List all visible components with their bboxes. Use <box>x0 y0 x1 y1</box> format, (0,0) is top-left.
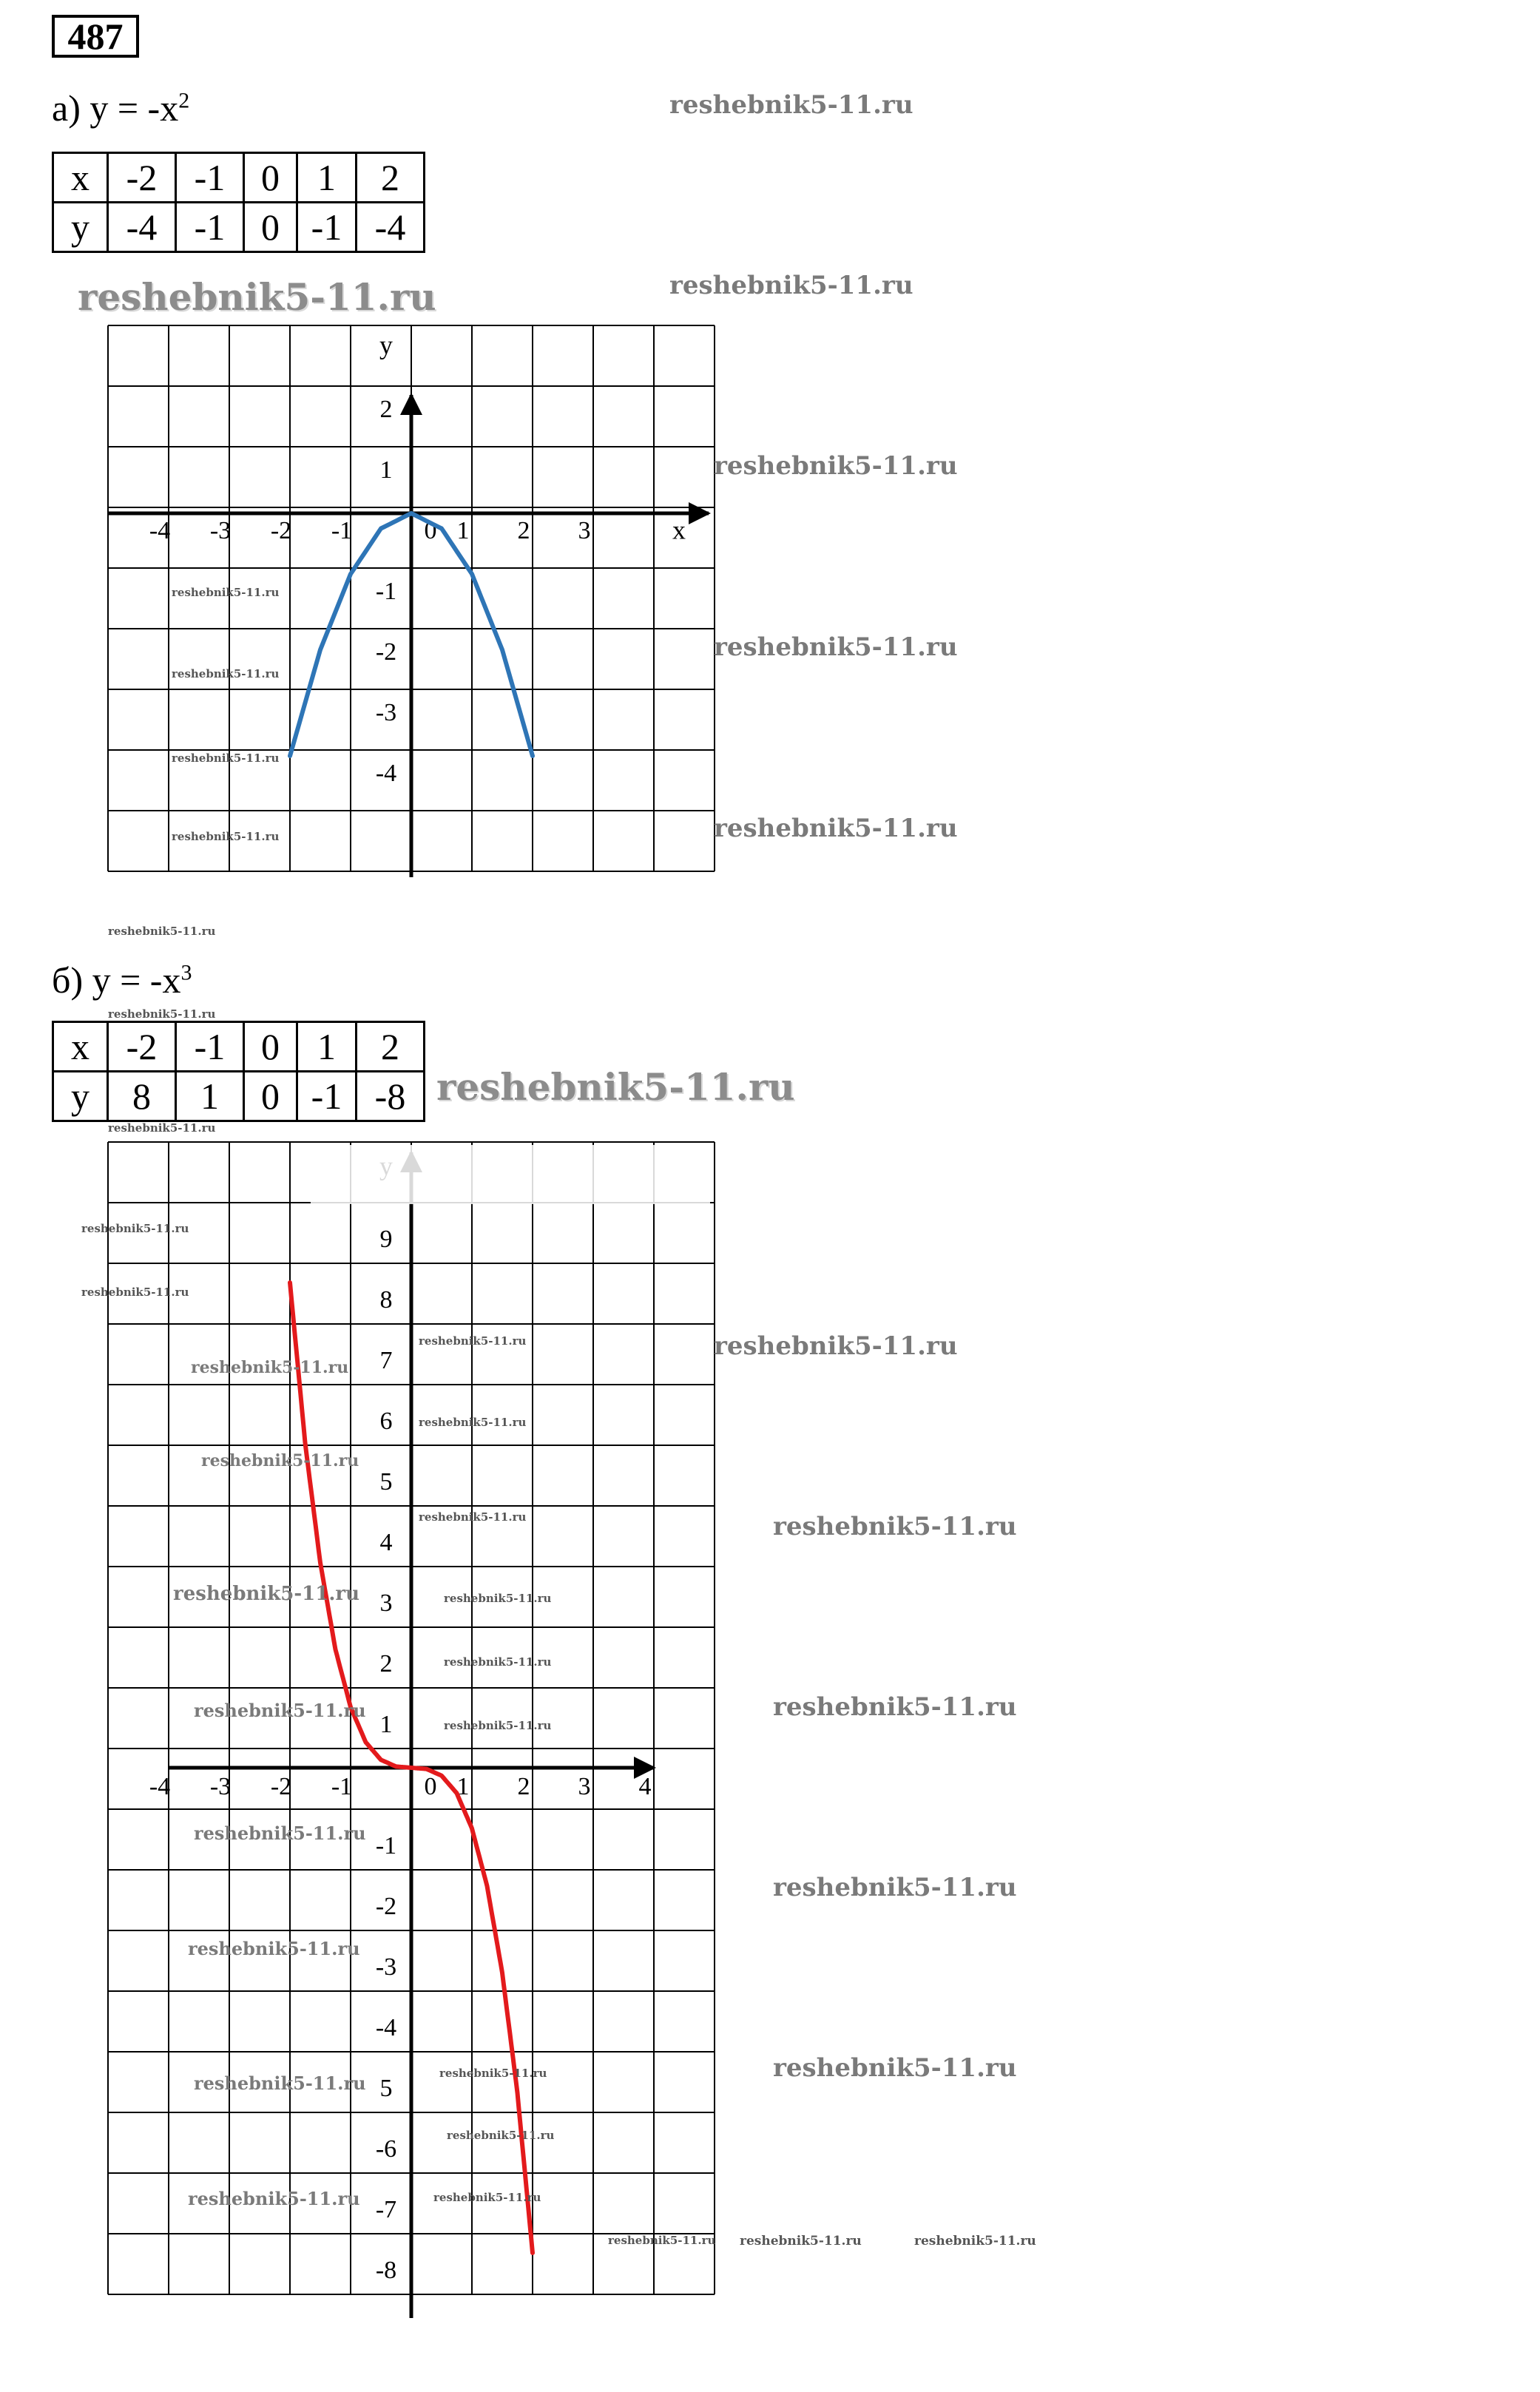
y-axis-label: y <box>379 330 393 360</box>
watermark: reshebnik5-11.ru <box>108 1121 216 1135</box>
watermark: reshebnik5-11.ru <box>444 1719 552 1732</box>
watermark: reshebnik5-11.ru <box>194 1700 366 1721</box>
x-cell: 1 <box>297 1022 357 1072</box>
watermark: reshebnik5-11.ru <box>740 2234 862 2249</box>
y-cell: -1 <box>297 1072 357 1121</box>
watermark: reshebnik5-11.ru <box>444 1592 552 1605</box>
watermark: reshebnik5-11.ru <box>194 2072 366 2094</box>
x-tick-label: 1 <box>456 516 470 544</box>
watermark: reshebnik5-11.ru <box>436 1065 795 1109</box>
watermark: reshebnik5-11.ru <box>108 925 216 938</box>
watermark: reshebnik5-11.ru <box>773 1512 1017 1541</box>
y-tick-label: 5 <box>379 2074 393 2102</box>
watermark: reshebnik5-11.ru <box>191 1358 349 1377</box>
x-cell: 2 <box>357 153 425 203</box>
watermark: reshebnik5-11.ru <box>194 1822 366 1844</box>
watermark: reshebnik5-11.ru <box>714 814 958 843</box>
x-cell: -2 <box>108 1022 176 1072</box>
x-tick-label: 3 <box>578 1772 591 1800</box>
y-cell: 1 <box>176 1072 244 1121</box>
watermark: reshebnik5-11.ru <box>773 2053 1017 2083</box>
watermark: reshebnik5-11.ru <box>173 1583 360 1605</box>
x-tick-label: -1 <box>331 1772 353 1800</box>
x-cell: -1 <box>176 153 244 203</box>
y-tick-label: -2 <box>375 1892 397 1920</box>
y-tick-label: -7 <box>375 2195 397 2223</box>
watermark: reshebnik5-11.ru <box>914 2234 1036 2249</box>
watermark: reshebnik5-11.ru <box>172 751 280 765</box>
x-tick-label: -2 <box>270 516 292 544</box>
x-tick-label: 2 <box>517 1772 530 1800</box>
y-header-cell: y <box>53 203 108 252</box>
y-tick-label: 8 <box>379 1285 393 1314</box>
x-cell: 0 <box>244 1022 297 1072</box>
y-tick-label: 3 <box>379 1589 393 1617</box>
cubic-chart <box>108 1142 715 2318</box>
x-header-cell: x <box>53 1022 108 1072</box>
y-tick-label: 4 <box>379 1528 393 1556</box>
x-tick-label: -3 <box>209 1772 232 1800</box>
y-tick-label: -4 <box>375 2013 397 2041</box>
x-tick-label: 0 <box>424 516 437 544</box>
y-tick-label: -3 <box>375 1953 397 1981</box>
y-cell: -1 <box>176 203 244 252</box>
watermark: reshebnik5-11.ru <box>81 1222 189 1235</box>
overlay-patch <box>311 1145 710 1204</box>
x-tick-label: 3 <box>578 516 591 544</box>
watermark: reshebnik5-11.ru <box>439 2067 547 2080</box>
watermark: reshebnik5-11.ru <box>433 2191 541 2204</box>
y-cell: -4 <box>108 203 176 252</box>
x-cell: 1 <box>297 153 357 203</box>
y-tick-label: 1 <box>379 1710 393 1738</box>
watermark: reshebnik5-11.ru <box>714 451 958 481</box>
watermark: reshebnik5-11.ru <box>419 1334 527 1348</box>
watermark: reshebnik5-11.ru <box>188 1938 360 1959</box>
x-tick-label: 4 <box>638 1772 652 1800</box>
watermark: reshebnik5-11.ru <box>81 1285 189 1299</box>
y-tick-label: -6 <box>375 2135 397 2163</box>
part-b-exponent: 3 <box>180 960 192 985</box>
y-tick-label: -8 <box>375 2256 397 2284</box>
y-tick-label: 5 <box>379 1467 393 1496</box>
y-tick-label: -3 <box>375 698 397 726</box>
x-tick-label: -4 <box>149 1772 171 1800</box>
watermark: reshebnik5-11.ru <box>773 1692 1017 1722</box>
y-tick-label: 1 <box>379 456 393 484</box>
watermark: reshebnik5-11.ru <box>444 1655 552 1669</box>
watermark: reshebnik5-11.ru <box>669 271 913 300</box>
watermark: reshebnik5-11.ru <box>172 830 280 843</box>
watermark: reshebnik5-11.ru <box>447 2129 555 2142</box>
y-cell: -4 <box>357 203 425 252</box>
y-tick-label: 2 <box>379 1649 393 1678</box>
x-header-cell: x <box>53 153 108 203</box>
x-axis-label: x <box>672 515 686 545</box>
y-tick-label: -1 <box>375 577 397 605</box>
y-tick-label: -2 <box>375 638 397 666</box>
watermark: reshebnik5-11.ru <box>172 667 280 680</box>
watermark: reshebnik5-11.ru <box>773 1873 1017 1902</box>
watermark: reshebnik5-11.ru <box>419 1416 527 1429</box>
watermark: reshebnik5-11.ru <box>188 2188 360 2209</box>
x-tick-label: -2 <box>270 1772 292 1800</box>
watermark: reshebnik5-11.ru <box>714 1331 958 1361</box>
y-cell: -8 <box>357 1072 425 1121</box>
y-header-cell: y <box>53 1072 108 1121</box>
y-tick-label: 6 <box>379 1407 393 1435</box>
x-tick-label: 2 <box>517 516 530 544</box>
x-tick-label: -4 <box>149 516 171 544</box>
watermark: reshebnik5-11.ru <box>108 1007 216 1021</box>
parabola-chart <box>108 325 715 877</box>
x-cell: 0 <box>244 153 297 203</box>
x-cell: 2 <box>357 1022 425 1072</box>
watermark: reshebnik5-11.ru <box>608 2234 716 2247</box>
y-cell: 0 <box>244 1072 297 1121</box>
watermark: reshebnik5-11.ru <box>201 1451 359 1470</box>
x-tick-label: 1 <box>456 1772 470 1800</box>
y-tick-label: 7 <box>379 1346 393 1374</box>
y-tick-label: 2 <box>379 395 393 423</box>
y-tick-label: -1 <box>375 1831 397 1859</box>
part-a-label: а) y = -x <box>52 87 179 129</box>
y-tick-label: 9 <box>379 1225 393 1253</box>
x-cell: -2 <box>108 153 176 203</box>
watermark: reshebnik5-11.ru <box>172 586 280 599</box>
problem-number: 487 <box>52 15 139 58</box>
y-cell: -1 <box>297 203 357 252</box>
x-cell: -1 <box>176 1022 244 1072</box>
y-cell: 8 <box>108 1072 176 1121</box>
watermark: reshebnik5-11.ru <box>78 275 436 319</box>
x-tick-label: -1 <box>331 516 353 544</box>
y-tick-label: -4 <box>375 759 397 787</box>
part-a-exponent: 2 <box>178 88 190 113</box>
part-b-label: б) y = -x <box>52 959 181 1001</box>
x-tick-label: 0 <box>424 1772 437 1800</box>
x-tick-label: -3 <box>209 516 232 544</box>
y-cell: 0 <box>244 203 297 252</box>
watermark: reshebnik5-11.ru <box>669 90 913 120</box>
watermark: reshebnik5-11.ru <box>714 632 958 662</box>
watermark: reshebnik5-11.ru <box>419 1510 527 1524</box>
